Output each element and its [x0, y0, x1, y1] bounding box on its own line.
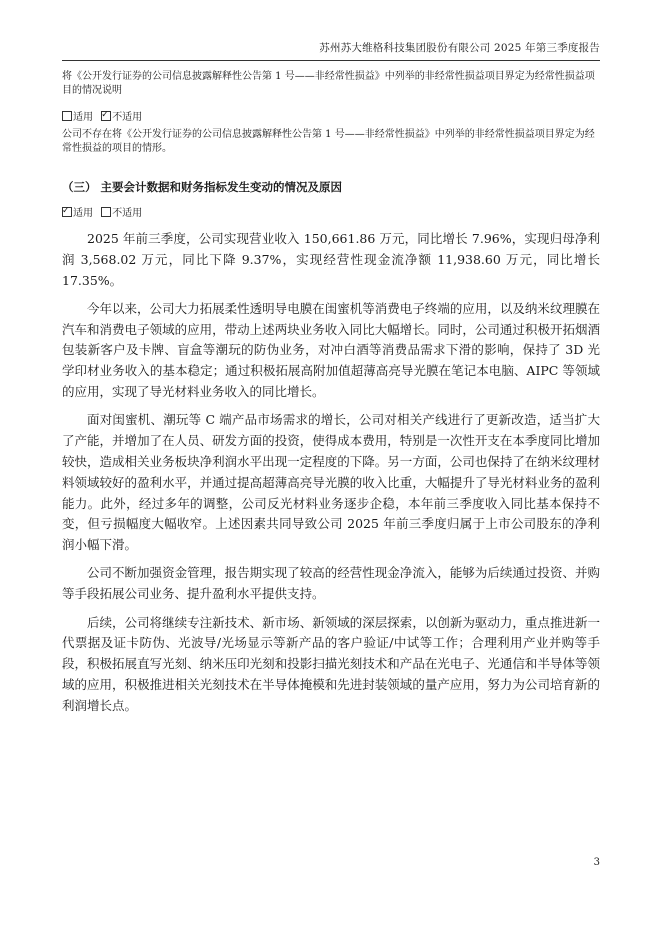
paragraph-financial-summary: 2025 年前三季度，公司实现营业收入 150,661.86 万元，同比增长 7.96%，实现归母净利润 3,568.02 万元，同比下降 9.37%，实现经营性现金流净额 11,938.60 万元，同比增长 17.35%。: [62, 231, 600, 288]
nonrecurring-options: [62, 111, 602, 125]
option-not-applicable-label: 不适用: [112, 112, 143, 123]
option-applicable-label: 适用: [73, 208, 93, 219]
checkbox-checked-icon: [101, 111, 111, 121]
section-title: （三） 主要会计数据和财务指标发生变动的情况及原因: [62, 180, 343, 194]
page-number: 3: [593, 857, 600, 868]
paragraph-business-growth: 今年以来，公司大力拓展柔性透明导电膜在闺蜜机等消费电子终端的应用，以及纳米纹理膜在汽车和消费电子领域的应用，带动上述两块业务收入同比大幅增长。同时，公司通过积极开拓烟酒包装新客户及卡牌、盲盒等潮玩的防伪业务，对冲白酒等消费品需求下滑的影响，保持了 3D 光学印材业务收入的基本稳定；通过积极拓展高附加值超薄高亮导光膜在笔记本电脑、AIPC 等领域的应用，实现了导光材料业务收入的同比增长。: [62, 300, 600, 400]
nonrecurring-heading: 将《公开发行证券的公司信息披露解释性公告第 1 号——非经常性损益》中列举的非经常性损益项目界定为经常性损益项目的情况说明: [62, 71, 595, 96]
paragraph-profit-analysis: 面对闺蜜机、潮玩等 C 端产品市场需求的增长，公司对相关产线进行了更新改造，适当扩大了产能，并增加了在人员、研发方面的投资，使得成本费用，特别是一次性开支在本季度同比增加较快，造成相关业务板块净利润水平出现一定程度的下降。另一方面，公司也保持了在纳米纹理材料领域较好的盈利水平，并通过提高超薄高亮导光膜的收入比重，大幅提升了导光材料业务的盈利能力。此外，经过多年的调整，公司反光材料业务逐步企稳，本年前三季度收入同比基本保持不变，但亏损幅度大幅收窄。上述因素共同导致公司 2025 年前三季度归属于上市公司股东的净利润小幅下滑。: [62, 412, 600, 553]
paragraph-cash-management: 公司不断加强资金管理，报告期实现了较高的经营性现金净流入，能够为后续通过投资、并购等手段拓展公司业务、提升盈利水平提供支持。: [62, 565, 600, 602]
analysis-body: [62, 229, 600, 724]
option-applicable-label: 适用: [73, 112, 93, 123]
paragraph-outlook: 后续，公司将继续专注新技术、新市场、新领域的深层探索，以创新为驱动力，重点推进新一代票据及证卡防伪、光波导/光场显示等新产品的客户验证/中试等工作；合理利用产业并购等手段，积极拓展直写光刻、纳米压印光刻和投影扫描光刻技术和产品在光电子、光通信和半导体等领域的应用，积极推进相关光刻技术在半导体掩模和先进封装领域的量产应用，努力为公司培育新的利润增长点。: [62, 614, 600, 713]
checkbox-unchecked-icon: [62, 111, 72, 121]
option-not-applicable-label: 不适用: [112, 208, 143, 219]
section3-options: [62, 207, 602, 221]
checkbox-checked-icon: [62, 207, 72, 217]
header-divider: [62, 60, 600, 61]
checkbox-unchecked-icon: [101, 207, 111, 217]
page-header-title: 苏州苏大维格科技集团股份有限公司 2025 年第三季度报告: [319, 42, 600, 54]
nonrecurring-statement: 公司不存在将《公开发行证券的公司信息披露解释性公告第 1 号——非经常性损益》中列举的非经常性损益项目界定为经常性损益的项目的情形。: [62, 129, 595, 154]
